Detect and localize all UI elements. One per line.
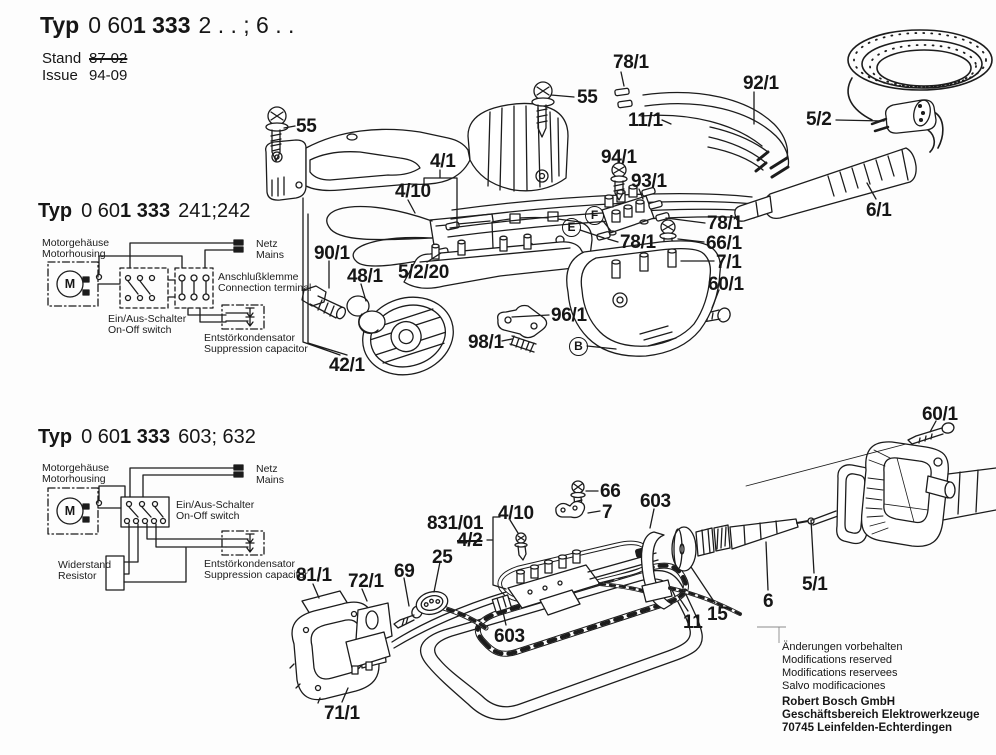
footer-address: 70745 Leinfelden-Echterdingen [782,722,952,734]
footer-company: Robert Bosch GmbH [782,696,896,708]
section-title-241-242: Typ 0 601 333 241;242 [38,200,251,222]
footer-block [782,641,980,735]
callout-5-1: 5/1 [802,574,828,595]
section-title-603-632: Typ 0 601 333 603; 632 [38,426,256,448]
stand-value: 87-02 [89,50,128,67]
c1-switch-label-en: On-Off switch [108,324,172,336]
callout-69: 69 [394,561,415,582]
callout-98-1: 98/1 [468,332,504,353]
callout-90-1: 90/1 [314,243,350,264]
callout-11-1: 11/1 [628,110,663,131]
callout-603-bottom: 603 [494,626,525,647]
callout-25: 25 [432,547,453,568]
footer-line: Modifications reservees [782,667,898,679]
c1-motor-label-de: Motorgehäuse [42,237,110,249]
lead-wire-pair [392,592,508,648]
callout-78-1-mid: 78/1 [707,213,743,234]
c1-mains-label-en: Mains [256,249,285,261]
callout-4-10-top: 4/10 [395,181,431,202]
callout-81-1: 81/1 [296,565,332,586]
callout-48-1: 48/1 [347,266,383,287]
title-typ: Typ [40,12,80,38]
callout-603-top: 603 [640,491,671,512]
issue-row: Issue 94-09 [42,67,128,84]
callout-7: 7 [602,502,613,523]
callout-66: 66 [600,481,621,502]
callout-55-right: 55 [577,87,598,108]
c2-switch-label-de: Ein/Aus-Schalter [176,499,255,511]
c2-capacitor-label-de: Entstörkondensator [204,558,296,570]
lever-96-1-icon [498,306,547,338]
page-title: Typ 0 601 333 2 . . ; 6 . . [40,12,295,38]
c1-terminal-label-en: Connection terminal [218,282,312,294]
callout-72-1: 72/1 [348,571,384,592]
c2-motor-label-de: Motorgehäuse [42,462,110,474]
callout-60-1-top: 60/1 [708,274,744,295]
c2-resistor-label-en: Resistor [58,570,97,582]
footer-line: Modifications reserved [782,654,893,666]
grille-cover [353,286,464,387]
c1-capacitor-label-en: Suppression capacitor [204,343,308,355]
mains-plug-icon [872,99,936,134]
c2-capacitor-label-en: Suppression capacitor [204,569,308,581]
callout-6: 6 [763,591,774,612]
c2-mains-label-en: Mains [256,474,285,486]
c1-capacitor-label-de: Entstörkondensator [204,332,296,344]
shaft-assembly [588,511,838,612]
callout-94-1: 94/1 [601,147,637,168]
screw-4-10-bottom-icon [515,533,527,560]
callout-66-1: 66/1 [706,233,742,254]
c2-resistor-label-de: Widerstand [58,559,112,571]
callout-92-1: 92/1 [743,73,779,94]
c2-switch-label-en: On-Off switch [176,510,240,522]
c1-mains-label-de: Netz [256,238,278,250]
callout-5-2-20: 5/2/20 [398,262,450,283]
c2-mains-label-de: Netz [256,463,278,475]
circled-letter-F: F [585,206,604,225]
circled-letter-B: B [569,337,588,356]
callout-78-1-top: 78/1 [613,52,649,73]
c1-motor-letter: M [64,277,76,291]
issue-value: 94-09 [89,67,128,84]
callout-15: 15 [707,604,728,625]
power-cord-coil [848,30,992,152]
callout-5-2: 5/2 [806,109,832,130]
spring-98-1-icon [510,336,536,352]
callout-831-01: 831/01 [427,513,484,534]
c2-motor-letter: M [64,504,76,518]
callout-96-1: 96/1 [551,305,587,326]
stand-row: Stand 87-02 [42,50,128,67]
callout-4-1: 4/1 [430,151,456,172]
callout-71-1: 71/1 [324,703,360,724]
footer-line: Salvo modificaciones [782,680,886,692]
footer-division: Geschäftsbereich Elektrowerkzeuge [782,709,980,721]
callout-93-1: 93/1 [631,171,667,192]
callout-4-10-bottom: 4/10 [498,503,534,524]
footer-line: Änderungen vorbehalten [782,641,903,653]
c1-terminal-label-de: Anschlußklemme [218,271,299,283]
callout-42-1: 42/1 [329,355,365,376]
callout-60-1-bottom: 60/1 [922,404,958,425]
callout-55-left: 55 [296,116,317,137]
callout-6-1: 6/1 [866,200,892,221]
lead-wires [615,88,789,177]
c1-motor-label-en: Motorhousing [42,248,106,260]
c2-motor-label-en: Motorhousing [42,473,106,485]
circled-letter-E: E [562,218,581,237]
c1-switch-label-de: Ein/Aus-Schalter [108,313,187,325]
callout-4-2: 4/2 [457,530,483,551]
callout-11: 11 [683,612,703,633]
callout-7-1: 7/1 [716,252,742,273]
callout-78-1-left: 78/1 [620,232,656,253]
clamp-7-icon [556,502,585,518]
